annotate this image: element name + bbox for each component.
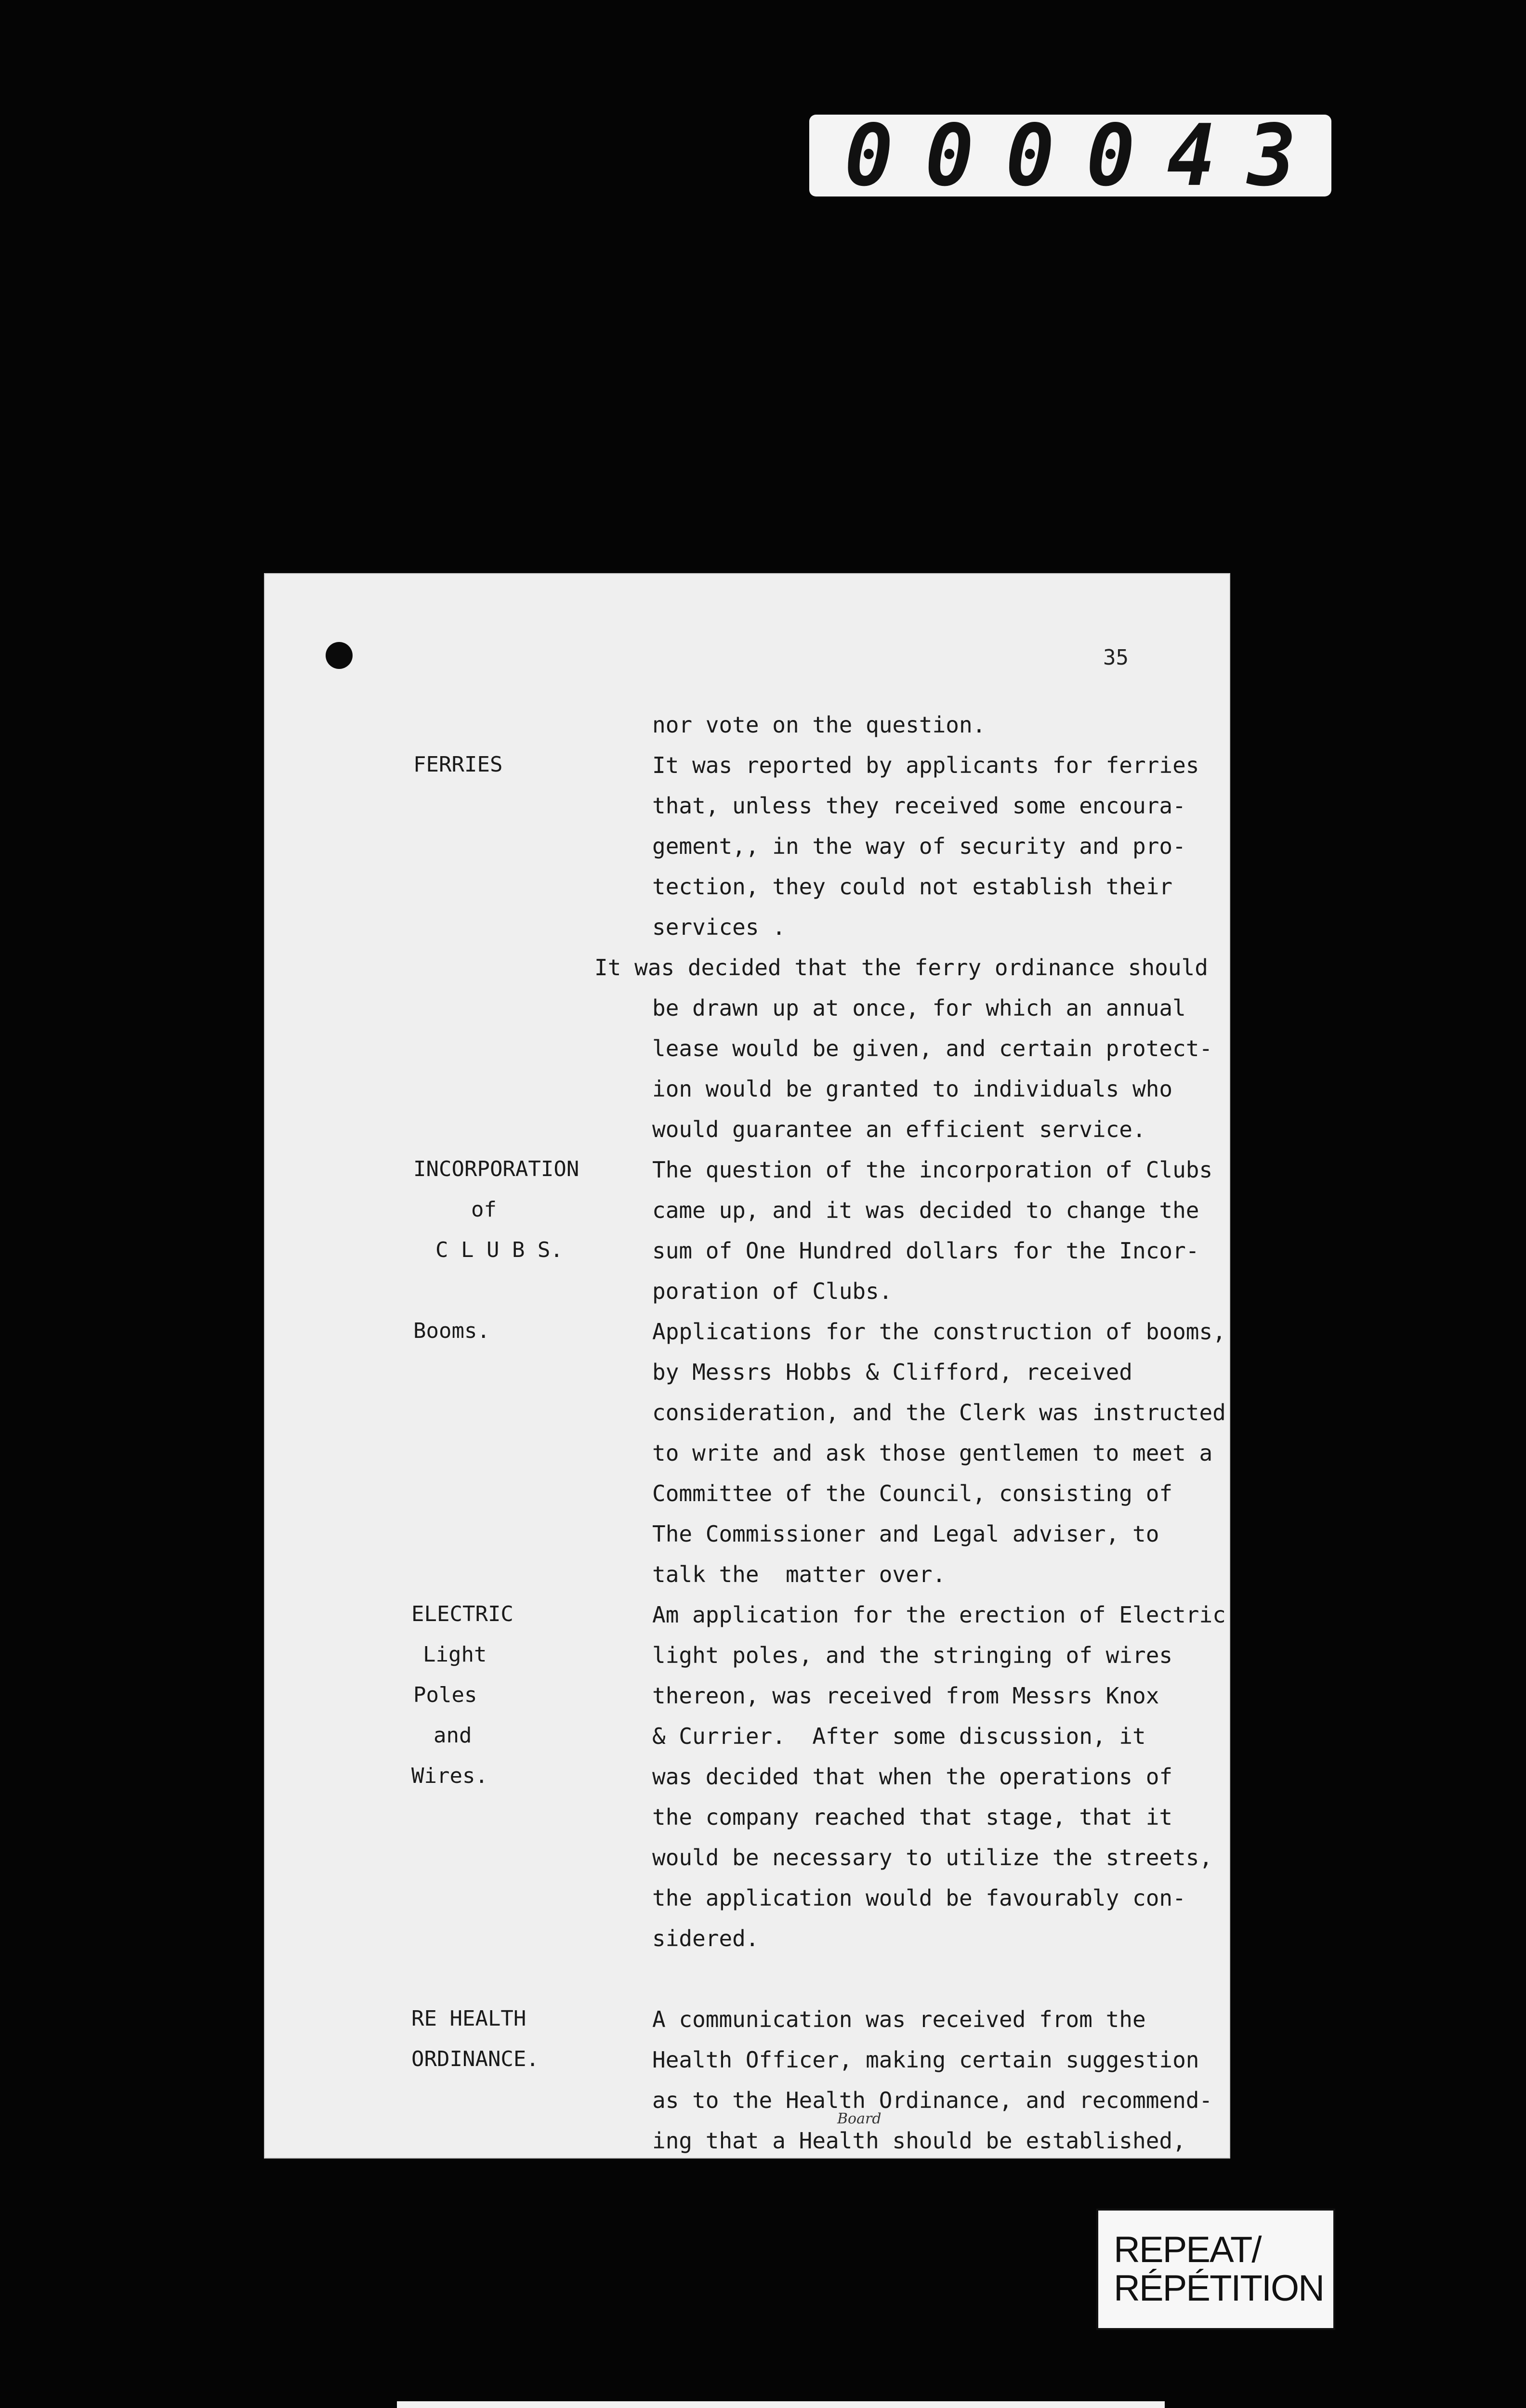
margin-note-electric: ELECTRIC	[411, 1602, 513, 1626]
margin-note-of: of	[471, 1197, 497, 1222]
frame-digit: 0	[844, 106, 894, 205]
frame-digit: 0	[925, 106, 974, 205]
body-line: It was reported by applicants for ferries	[652, 752, 1199, 778]
body-line: sidered.	[652, 1925, 759, 1951]
handwritten-insert: Board	[837, 2110, 881, 2127]
frame-digit: 0	[1005, 106, 1054, 205]
body-line: It was decided that the ferry ordinance should	[594, 955, 1208, 981]
margin-note-ordinance: ORDINANCE.	[411, 2047, 539, 2071]
body-line: thereon, was received from Messrs Knox	[652, 1683, 1159, 1709]
frame-digit: 3	[1247, 106, 1296, 205]
repeat-stamp	[1096, 2209, 1335, 2330]
margin-note-re-health: RE HEALTH	[411, 2006, 526, 2031]
body-line: services .	[652, 914, 786, 940]
body-line: ing that a Health should be established,	[652, 2128, 1186, 2154]
body-line: the company reached that stage, that it	[652, 1804, 1173, 1830]
body-line: nor vote on the question.	[652, 712, 986, 738]
body-line: lease would be given, and certain protect-	[652, 1035, 1213, 1061]
frame-number	[809, 106, 1331, 205]
punch-hole	[326, 642, 353, 669]
margin-note-ferries: FERRIES	[413, 752, 503, 777]
body-line: & Currier. After some discussion, it	[652, 1723, 1146, 1749]
body-line: would be necessary to utilize the streets,	[652, 1845, 1213, 1871]
body-line: came up, and it was decided to change the	[652, 1197, 1199, 1223]
margin-note-booms: Booms.	[413, 1319, 490, 1343]
frame-digit: 0	[1086, 106, 1135, 205]
body-line: be drawn up at once, for which an annual	[652, 995, 1186, 1021]
stamp-line-2: RÉPÉTITION	[1114, 2268, 1324, 2309]
stamp-line-1: REPEAT/	[1114, 2229, 1261, 2271]
body-line: talk the matter over.	[652, 1561, 946, 1587]
document-page	[264, 573, 1230, 2159]
frame-digit: 4	[1167, 106, 1216, 205]
body-line: Applications for the construction of booms,	[652, 1319, 1226, 1345]
body-line: ion would be granted to individuals who	[652, 1076, 1173, 1102]
body-line: consideration, and the Clerk was instructed	[652, 1400, 1226, 1426]
margin-note-wires: Wires.	[411, 1764, 488, 1788]
body-line: to write and ask those gentlemen to meet a	[652, 1440, 1213, 1466]
body-line: tection, they could not establish their	[652, 874, 1173, 900]
body-line: The question of the incorporation of Clubs	[652, 1157, 1213, 1183]
body-line: would guarantee an efficient service.	[652, 1116, 1146, 1142]
margin-note-light: Light	[423, 1642, 487, 1667]
body-line: that, unless they received some encoura-	[652, 793, 1186, 819]
body-line: A communication was received from the	[652, 2006, 1146, 2032]
margin-note-and: and	[434, 1723, 472, 1748]
margin-note-poles: Poles	[413, 1683, 477, 1707]
body-line: Committee of the Council, consisting of	[652, 1480, 1173, 1506]
body-line: gement,, in the way of security and pro-	[652, 833, 1186, 859]
margin-note-incorporation: INCORPORATION	[413, 1157, 579, 1181]
body-line: sum of One Hundred dollars for the Incor-	[652, 1238, 1199, 1264]
body-line: the application would be favourably con-	[652, 1885, 1186, 1911]
body-line: Health Officer, making certain suggestion	[652, 2047, 1199, 2073]
archive-reference-label	[397, 2401, 1165, 2408]
body-line: by Messrs Hobbs & Clifford, received	[652, 1359, 1132, 1385]
body-line: as to the Health Ordinance, and recommend-	[652, 2087, 1213, 2113]
page-number: 35	[1103, 645, 1129, 670]
margin-note-clubs: C L U B S.	[435, 1238, 563, 1262]
body-line: The Commissioner and Legal adviser, to	[652, 1521, 1159, 1547]
body-line: was decided that when the operations of	[652, 1764, 1173, 1790]
body-line: light poles, and the stringing of wires	[652, 1642, 1173, 1668]
body-line: Am application for the erection of Electric	[652, 1602, 1226, 1628]
body-line: poration of Clubs.	[652, 1278, 893, 1304]
